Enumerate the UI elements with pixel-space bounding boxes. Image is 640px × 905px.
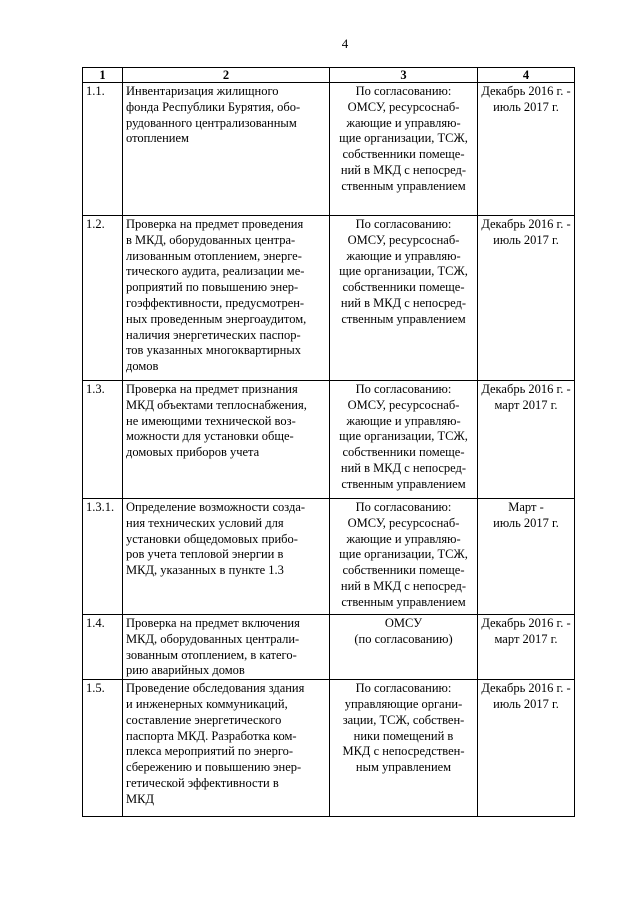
column-header: 3 — [330, 68, 478, 83]
column-header: 4 — [478, 68, 575, 83]
item-executor: По согласованию: ОМСУ, ресурсоснаб- жающие и управляю- щие организации, ТСЖ, собственники помеще- ний в МКД с непосред- ственным управлением — [330, 499, 478, 615]
item-number: 1.5. — [83, 680, 123, 817]
item-number: 1.3.1. — [83, 499, 123, 615]
item-term: Декабрь 2016 г. - июль 2017 г. — [478, 83, 575, 216]
table-row — [83, 680, 575, 817]
item-number: 1.3. — [83, 381, 123, 499]
item-term: Декабрь 2016 г. - июль 2017 г. — [478, 216, 575, 381]
item-description: Проверка на предмет включения МКД, оборудованных централи- зованным отоплением, в катего- рию аварийных домов — [123, 615, 330, 680]
column-header: 1 — [83, 68, 123, 83]
item-executor: По согласованию: управляющие органи- зации, ТСЖ, собствен- ники помещений в МКД с непосредствен- ным управлением — [330, 680, 478, 817]
item-executor: ОМСУ (по согласованию) — [330, 615, 478, 680]
item-executor: По согласованию: ОМСУ, ресурсоснаб- жающие и управляю- щие организации, ТСЖ, собственники помещe- ний в МКД с непосред- ственным управлением — [330, 83, 478, 216]
table-row — [83, 615, 575, 680]
item-number: 1.2. — [83, 216, 123, 381]
item-number: 1.4. — [83, 615, 123, 680]
table-row — [83, 499, 575, 615]
item-number: 1.1. — [83, 83, 123, 216]
item-executor: По согласованию: ОМСУ, ресурсоснаб- жающие и управляю- щие организации, ТСЖ, собственники помеще- ний в МКД с непосред- ственным управлением — [330, 216, 478, 381]
item-term: Декабрь 2016 г. - март 2017 г. — [478, 381, 575, 499]
item-term: Март - июль 2017 г. — [478, 499, 575, 615]
item-term: Декабрь 2016 г. - июль 2017 г. — [478, 680, 575, 817]
item-description: Проверка на предмет признания МКД объектами теплоснабжения, не имеющими технической воз- можности для установки обще- домовых приборов учета — [123, 381, 330, 499]
item-description: Инвентаризация жилищного фонда Республики Бурятия, обо- рудованного централизованным отоплением — [123, 83, 330, 216]
item-description: Проведение обследования здания и инженерных коммуникаций, составление энергетического паспорта МКД. Разработка ком- плекса мероприятий по энерго- сбережению и повышению энер- гетической эффективности в МКД — [123, 680, 330, 817]
measures-table — [82, 67, 575, 817]
page-number: 4 — [341, 36, 349, 51]
table-row — [83, 216, 575, 381]
item-term: Декабрь 2016 г. - март 2017 г. — [478, 615, 575, 680]
item-description: Определение возможности созда- ния технических условий для установки общедомовых прибо- ров учета тепловой энергии в МКД, указанных в пункте 1.3 — [123, 499, 330, 615]
item-description: Проверка на предмет проведения в МКД, оборудованных центра- лизованным отоплением, энерге- тического аудита, реализации ме- роприятий по повышению энер- гоэффективности, предусмотрен- ных проведенным энергоаудитом, наличия энергетических паспор- тов указанных многоквартирных домов — [123, 216, 330, 381]
table-row — [83, 83, 575, 216]
table-header-row — [83, 68, 575, 83]
item-executor: По согласованию: ОМСУ, ресурсоснаб- жающие и управляю- щие организации, ТСЖ, собственники помеще- ний в МКД с непосред- ственным управлением — [330, 381, 478, 499]
table-row — [83, 381, 575, 499]
column-header: 2 — [123, 68, 330, 83]
